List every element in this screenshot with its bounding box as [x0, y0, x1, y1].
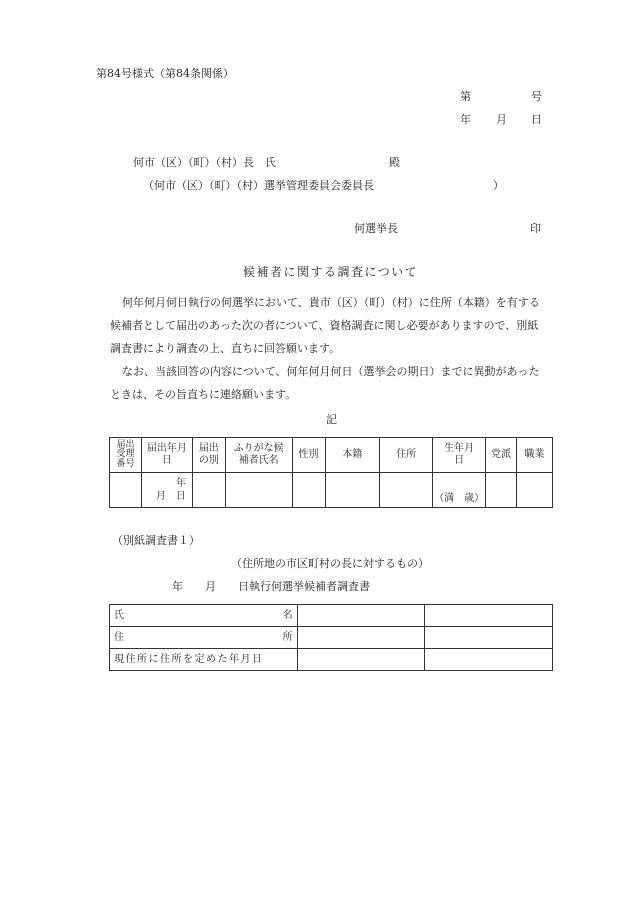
appendix-label: （別紙調査書１）	[112, 534, 200, 547]
survey-cell-address-2[interactable]	[425, 627, 553, 649]
form-number: 第84号様式（第84条関係）	[96, 67, 234, 80]
header-occupation: 職業	[517, 438, 553, 473]
body-line-3: 調査書により調査の上、直ちに回答願います。	[110, 342, 341, 355]
cell-birthdate[interactable]	[433, 473, 486, 508]
date-nen: 年	[175, 478, 186, 489]
appendix-title: 年 月 日執行何選挙候補者調査書	[172, 580, 370, 593]
survey-label-residence-date: 現住所に住所を定めた年月日	[110, 649, 298, 671]
body-line-4: なお、当該回答の内容について、何年何月何日（選挙会の期日）までに異動があった	[122, 365, 540, 378]
ref-dai: 第	[460, 90, 471, 103]
survey-cell-name-2[interactable]	[425, 605, 553, 627]
cell-occupation[interactable]	[517, 473, 553, 508]
header-receipt-number: 届出受理番号	[110, 438, 142, 473]
ref-hi: 日	[531, 113, 542, 126]
survey-cell-date-2[interactable]	[425, 649, 553, 671]
cell-filing-type[interactable]	[192, 473, 225, 508]
body-line-2: 候補者として届出のあった次の者について、資格調査に関し必要がありますので、別紙	[110, 319, 539, 332]
cell-gender[interactable]	[292, 473, 325, 508]
age-label: （満 歳）	[434, 493, 485, 504]
document-title: 候補者に関する調査について	[243, 265, 419, 279]
header-party: 党派	[486, 438, 517, 473]
address-split: 住 所	[114, 631, 293, 643]
survey-label-name	[110, 605, 298, 627]
survey-cell-name-1[interactable]	[297, 605, 425, 627]
addressee-dono: 殿	[389, 156, 400, 169]
seal-mark: 印	[530, 222, 541, 235]
name-split: 氏 名	[114, 609, 293, 621]
addressee-line2: （何市（区）（町）（村）選挙管理委員会委員長	[143, 179, 374, 192]
header-domicile: 本籍	[325, 438, 380, 473]
header-filing-type: 届出の別	[192, 438, 225, 473]
cell-address[interactable]	[380, 473, 433, 508]
header-birthdate: 生年月日	[433, 438, 486, 473]
header-gender: 性別	[292, 438, 325, 473]
header-address: 住所	[380, 438, 433, 473]
candidate-table	[109, 437, 553, 508]
survey-cell-date-1[interactable]	[297, 649, 425, 671]
header-filing-date: 届出年月日	[141, 438, 192, 473]
cell-candidate-name[interactable]	[225, 473, 292, 508]
ki-label: 記	[326, 413, 337, 426]
cell-filing-date[interactable]	[141, 473, 192, 508]
date-tsukihi: 月 日	[155, 491, 186, 502]
addressee-line2-close: ）	[493, 179, 504, 192]
cell-party[interactable]	[486, 473, 517, 508]
body-line-5: ときは、その旨直ちに連絡願います。	[110, 388, 297, 401]
sender-title: 何選挙長	[354, 222, 398, 235]
addressee-line1: 何市（区）（町）（村）長 氏	[133, 156, 276, 169]
ref-nen: 年	[460, 113, 471, 126]
appendix-subtitle: （住所地の市区町村の長に対するもの）	[231, 557, 429, 570]
cell-receipt-number[interactable]	[110, 473, 142, 508]
survey-table	[109, 604, 553, 671]
ref-go: 号	[531, 90, 542, 103]
survey-cell-address-1[interactable]	[297, 627, 425, 649]
survey-label-address	[110, 627, 298, 649]
cell-domicile[interactable]	[325, 473, 380, 508]
body-line-1: 何年何月何日執行の何選挙において、貴市（区）（町）（村）に住所（本籍）を有する	[122, 296, 540, 309]
header-candidate-name: ふりがな候補者氏名	[225, 438, 292, 473]
ref-tsuki: 月	[496, 113, 507, 126]
